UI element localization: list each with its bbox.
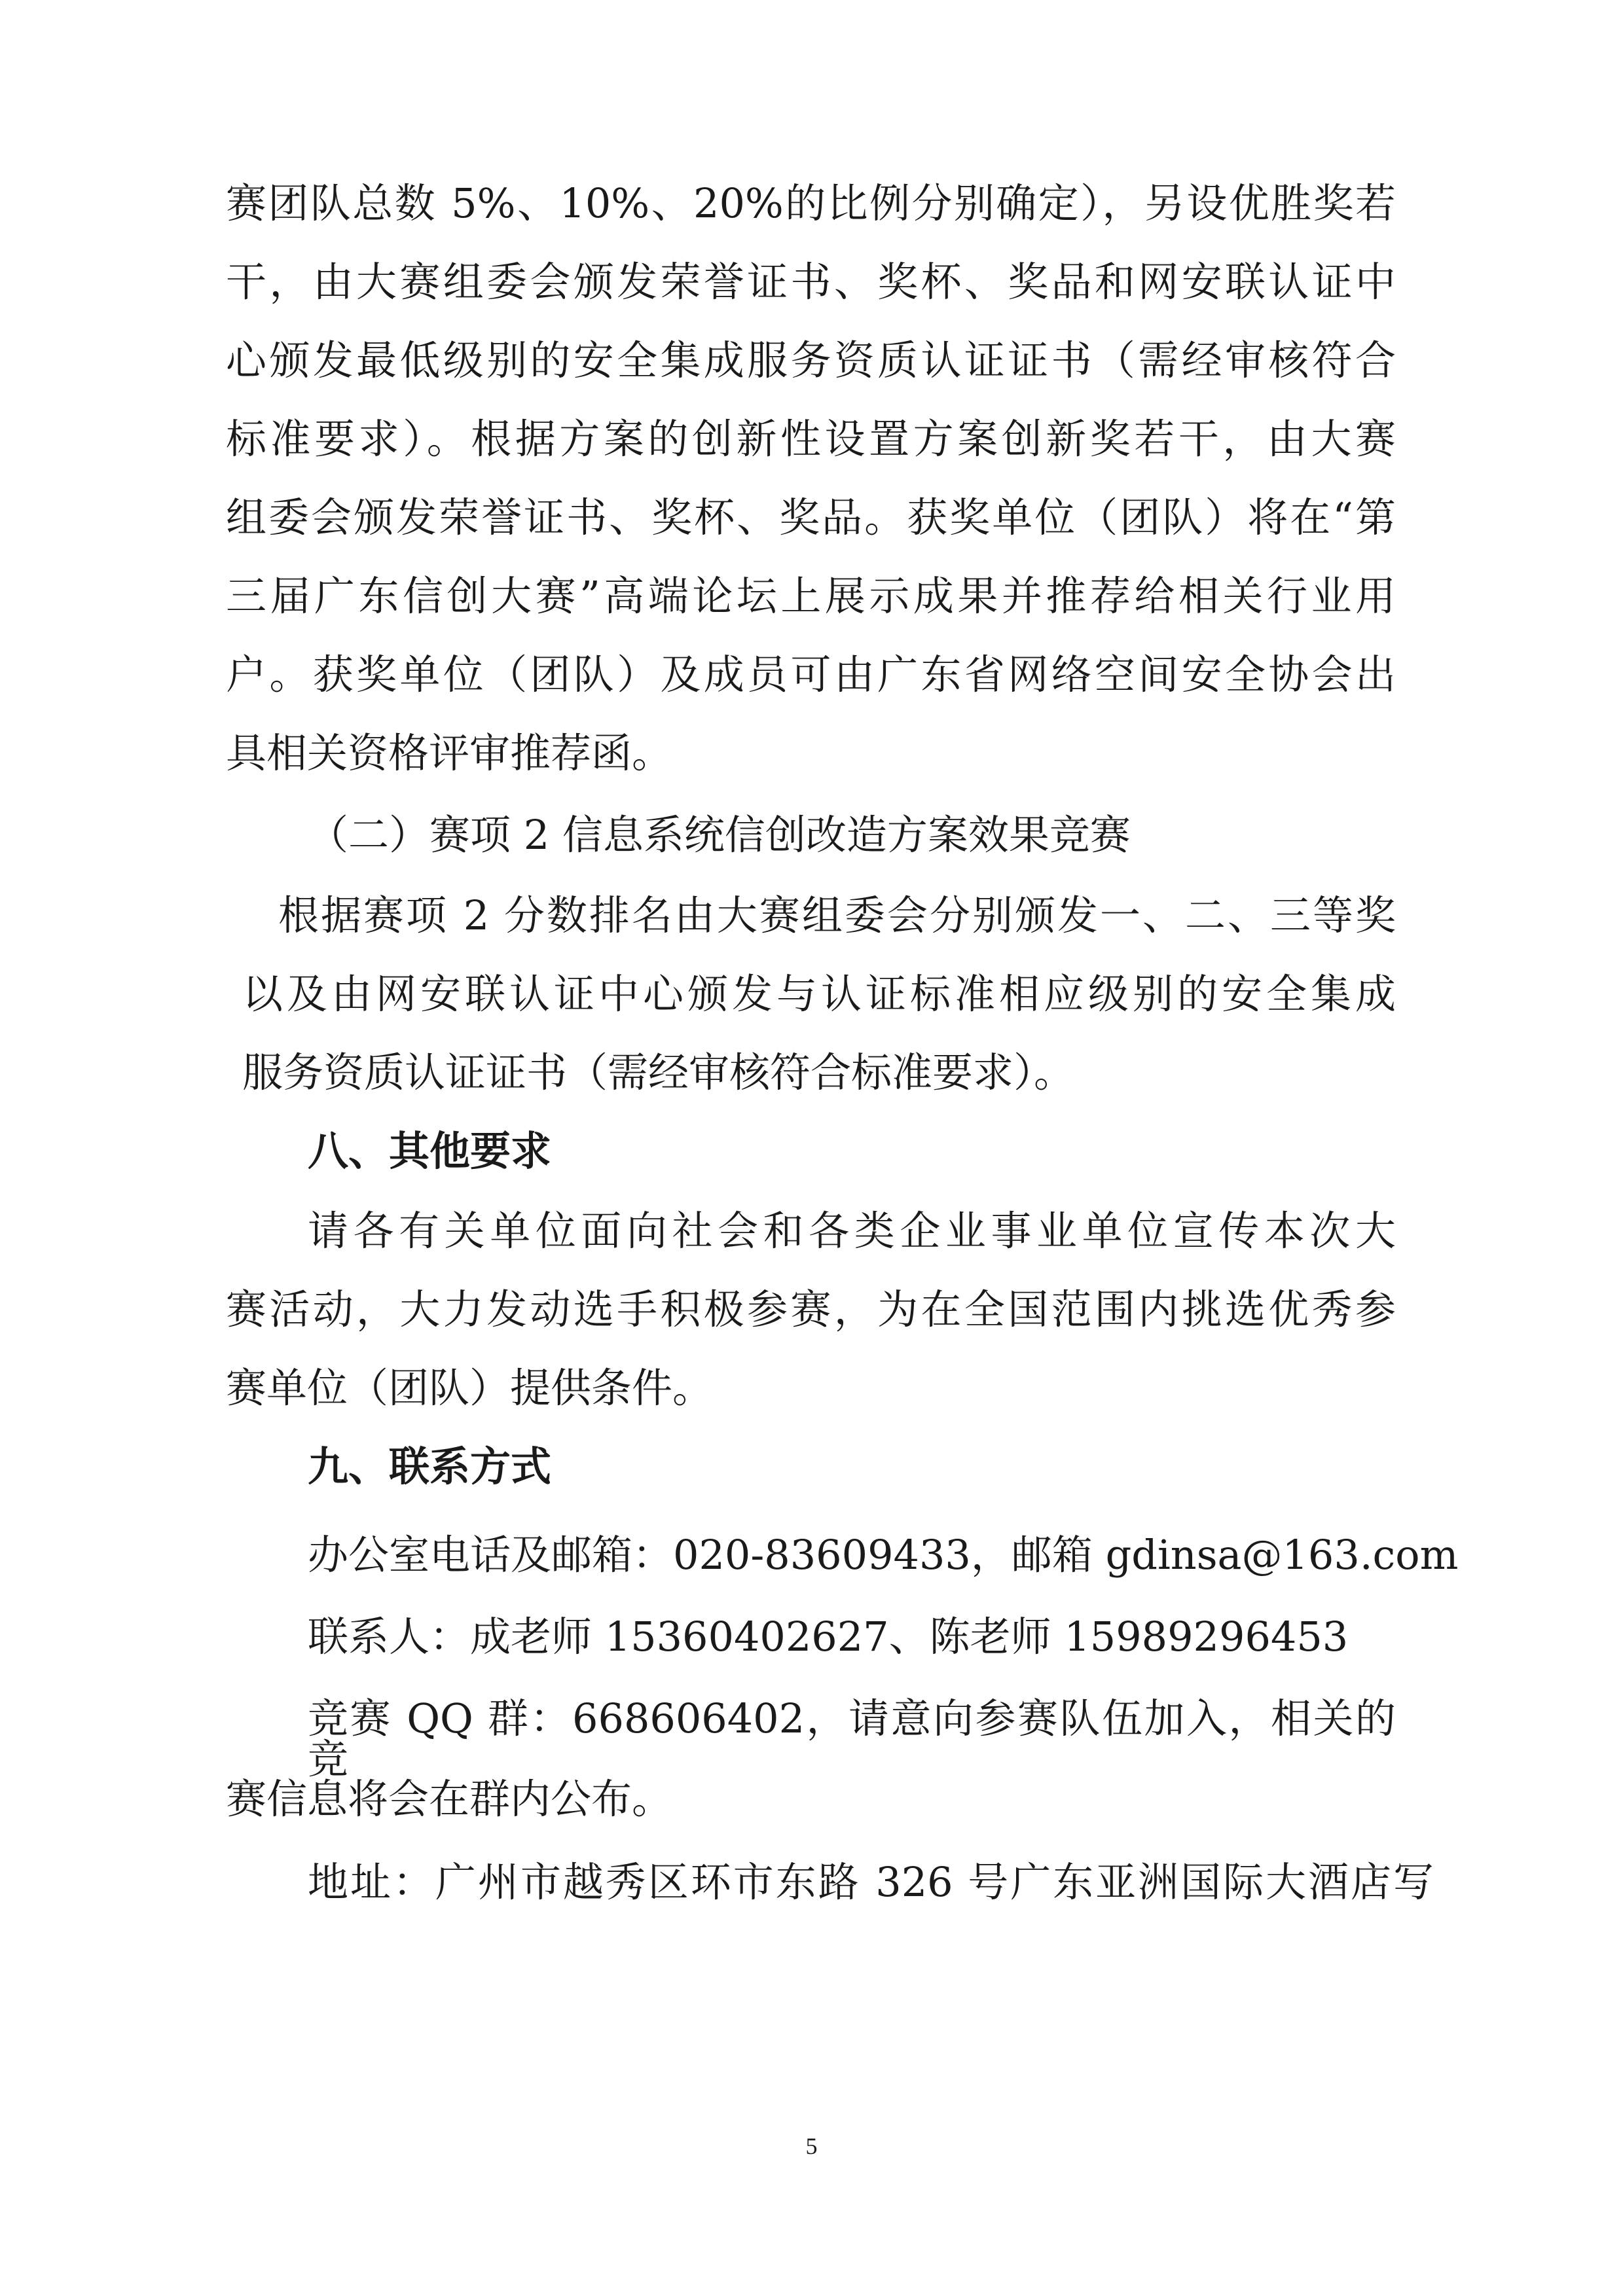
contact-person: 联系人：成老师 15360402627、陈老师 15989296453: [308, 1613, 1349, 1660]
item2-paragraph-line-3: 服务资质认证证书（需经审核符合标准要求）。: [242, 1049, 1075, 1096]
item2-paragraph-line-2: 以及由网安联认证中心颁发与认证标准相应级别的安全集成: [242, 970, 1396, 1018]
prize-paragraph-line-7: 户。获奖单位（团队）及成员可由广东省网络空间安全协会出: [226, 651, 1396, 698]
other-paragraph-line-1: 请各有关单位面向社会和各类企业事业单位宣传本次大: [308, 1207, 1396, 1255]
contact-qq-line-1: 竞赛 QQ 群：668606402，请意向参赛队伍加入，相关的竞: [308, 1695, 1396, 1783]
prize-paragraph-line-2: 干，由大赛组委会颁发荣誉证书、奖杯、奖品和网安联认证中: [226, 258, 1396, 306]
prize-paragraph-line-8: 具相关资格评审推荐函。: [226, 729, 673, 777]
contact-qq-line-2: 赛信息将会在群内公布。: [226, 1775, 673, 1823]
other-paragraph-line-2: 赛活动，大力发动选手积极参赛，为在全国范围内挑选优秀参: [226, 1285, 1396, 1333]
contact-address: 地址：广州市越秀区环市东路 326 号广东亚洲国际大酒店写: [308, 1858, 1434, 1906]
prize-paragraph-line-6: 三届广东信创大赛”高端论坛上展示成果并推荐给相关行业用: [226, 572, 1396, 620]
subheading-item-2: （二）赛项 2 信息系统信创改造方案效果竞赛: [308, 811, 1131, 859]
prize-paragraph-line-5: 组委会颁发荣誉证书、奖杯、奖品。获奖单位（团队）将在“第: [226, 493, 1396, 541]
heading-contact: 九、联系方式: [308, 1443, 552, 1490]
heading-other-requirements: 八、其他要求: [308, 1127, 552, 1175]
other-paragraph-line-3: 赛单位（团队）提供条件。: [226, 1364, 714, 1412]
prize-paragraph-line-3: 心颁发最低级别的安全集成服务资质认证证书（需经审核符合: [226, 336, 1396, 384]
contact-office: 办公室电话及邮箱：020-83609433，邮箱 gdinsa@163.com: [308, 1531, 1459, 1579]
page-number: 5: [805, 2133, 818, 2159]
prize-paragraph-line-1: 赛团队总数 5%、10%、20%的比例分别确定），另设优胜奖若: [226, 179, 1396, 227]
prize-paragraph-line-4: 标准要求）。根据方案的创新性设置方案创新奖若干，由大赛: [226, 415, 1396, 463]
item2-paragraph-line-1: 根据赛项 2 分数排名由大赛组委会分别颁发一、二、三等奖: [278, 891, 1396, 939]
